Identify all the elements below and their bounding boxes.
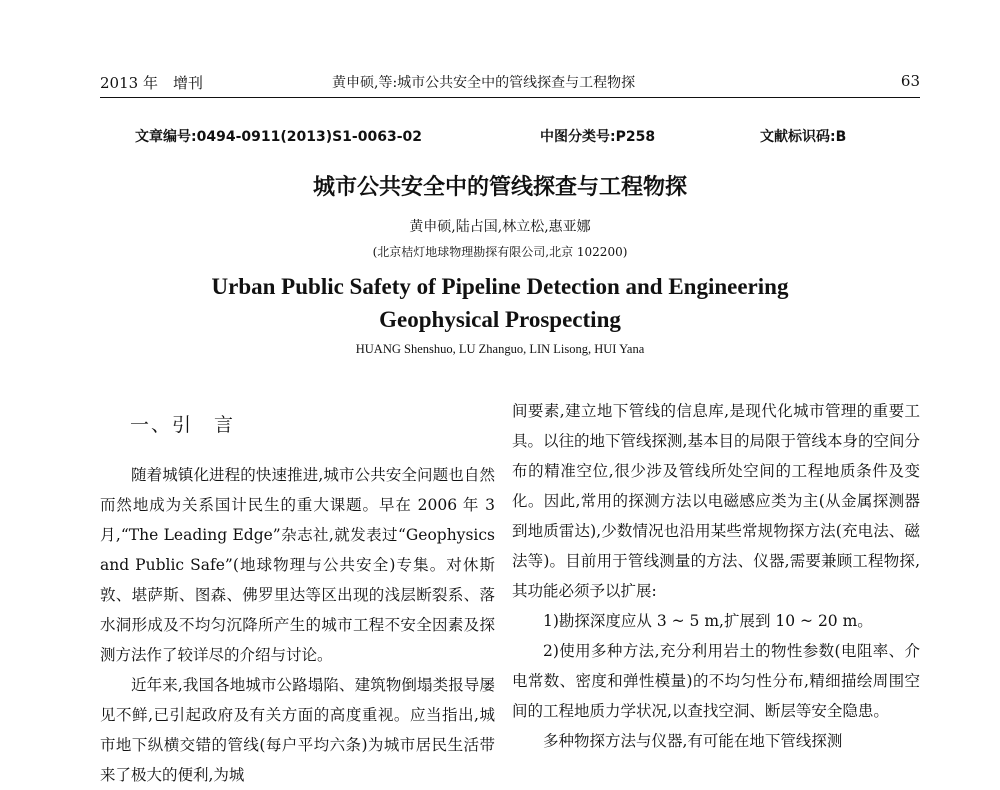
authors-chinese: 黄申硕,陆占国,林立松,惠亚娜 (409, 219, 591, 235)
header-rule (100, 97, 920, 98)
paragraph: 随着城镇化进程的快速推进,城市公共安全问题也自然而然地成为关系国计民生的重大课题。早在 2006 年 3 月,“The Leading Edge”杂志社,就发表过“Geophysics and Public Safe”(地球物理与公共安全)专集。对休斯敦、堪萨斯、图森、佛罗里达等区出现的浅层断裂系、落水洞形成及不均匀沉降所产生的城市工程不安全因素及探测方法作了较详尽的介绍与讨论。 (100, 466, 495, 664)
title-english (0, 270, 1000, 336)
journal-issue: 2013 年 增刊 (100, 74, 203, 92)
affiliation-chinese: (北京桔灯地球物理勘探有限公司,北京 102200) (372, 245, 628, 259)
clc-number: 中图分类号:P258 (540, 129, 656, 145)
article-id: 文章编号:0494-0911(2013)S1-0063-02 (135, 129, 422, 145)
title-english-line-1: Urban Public Safety of Pipeline Detection and Engineering (211, 274, 789, 299)
title-chinese: 城市公共安全中的管线探查与工程物探 (312, 174, 687, 200)
section-heading-introduction: 一、引 言 (130, 414, 236, 436)
paragraph: 间要素,建立地下管线的信息库,是现代化城市管理的重要工具。以往的地下管线探测,基本目的局限于管线本身的空间分布的精准空位,很少涉及管线所处空间的工程地质条件及变化。因此,常用的探测方法以电磁感应类为主(从金属探测器到地质雷达),少数情况也沿用某些常规物探方法(充电法、磁法等)。目前用于管线测量的方法、仪器,需要兼顾工程物探,其功能必须予以扩展: (512, 402, 920, 600)
list-item: 2)使用多种方法,充分利用岩土的物性参数(电阻率、介电常数、密度和弹性模量)的不均匀性分布,精细描绘周围空间的工程地质力学状况,以查找空洞、断层等安全隐患。 (512, 642, 920, 720)
running-title: 黄申硕,等:城市公共安全中的管线探查与工程物探 (332, 75, 636, 91)
right-column (512, 396, 920, 756)
list-item: 1)勘探深度应从 3 ~ 5 m,扩展到 10 ~ 20 m。 (543, 612, 873, 630)
paragraph: 多种物探方法与仪器,有可能在地下管线探测 (543, 732, 843, 750)
authors-english: HUANG Shenshuo, LU Zhanguo, LIN Lisong, HUI Yana (355, 342, 645, 356)
left-column (100, 400, 495, 790)
page-number: 63 (900, 72, 920, 90)
document-code: 文献标识码:B (760, 129, 847, 145)
paragraph: 近年来,我国各地城市公路塌陷、建筑物倒塌类报导屡见不鲜,已引起政府及有关方面的高度重视。应当指出,城市地下纵横交错的管线(每户平均六条)为城市居民生活带来了极大的便利,为城 (100, 676, 495, 784)
running-header (100, 70, 920, 100)
title-english-line-2: Geophysical Prospecting (379, 307, 621, 332)
